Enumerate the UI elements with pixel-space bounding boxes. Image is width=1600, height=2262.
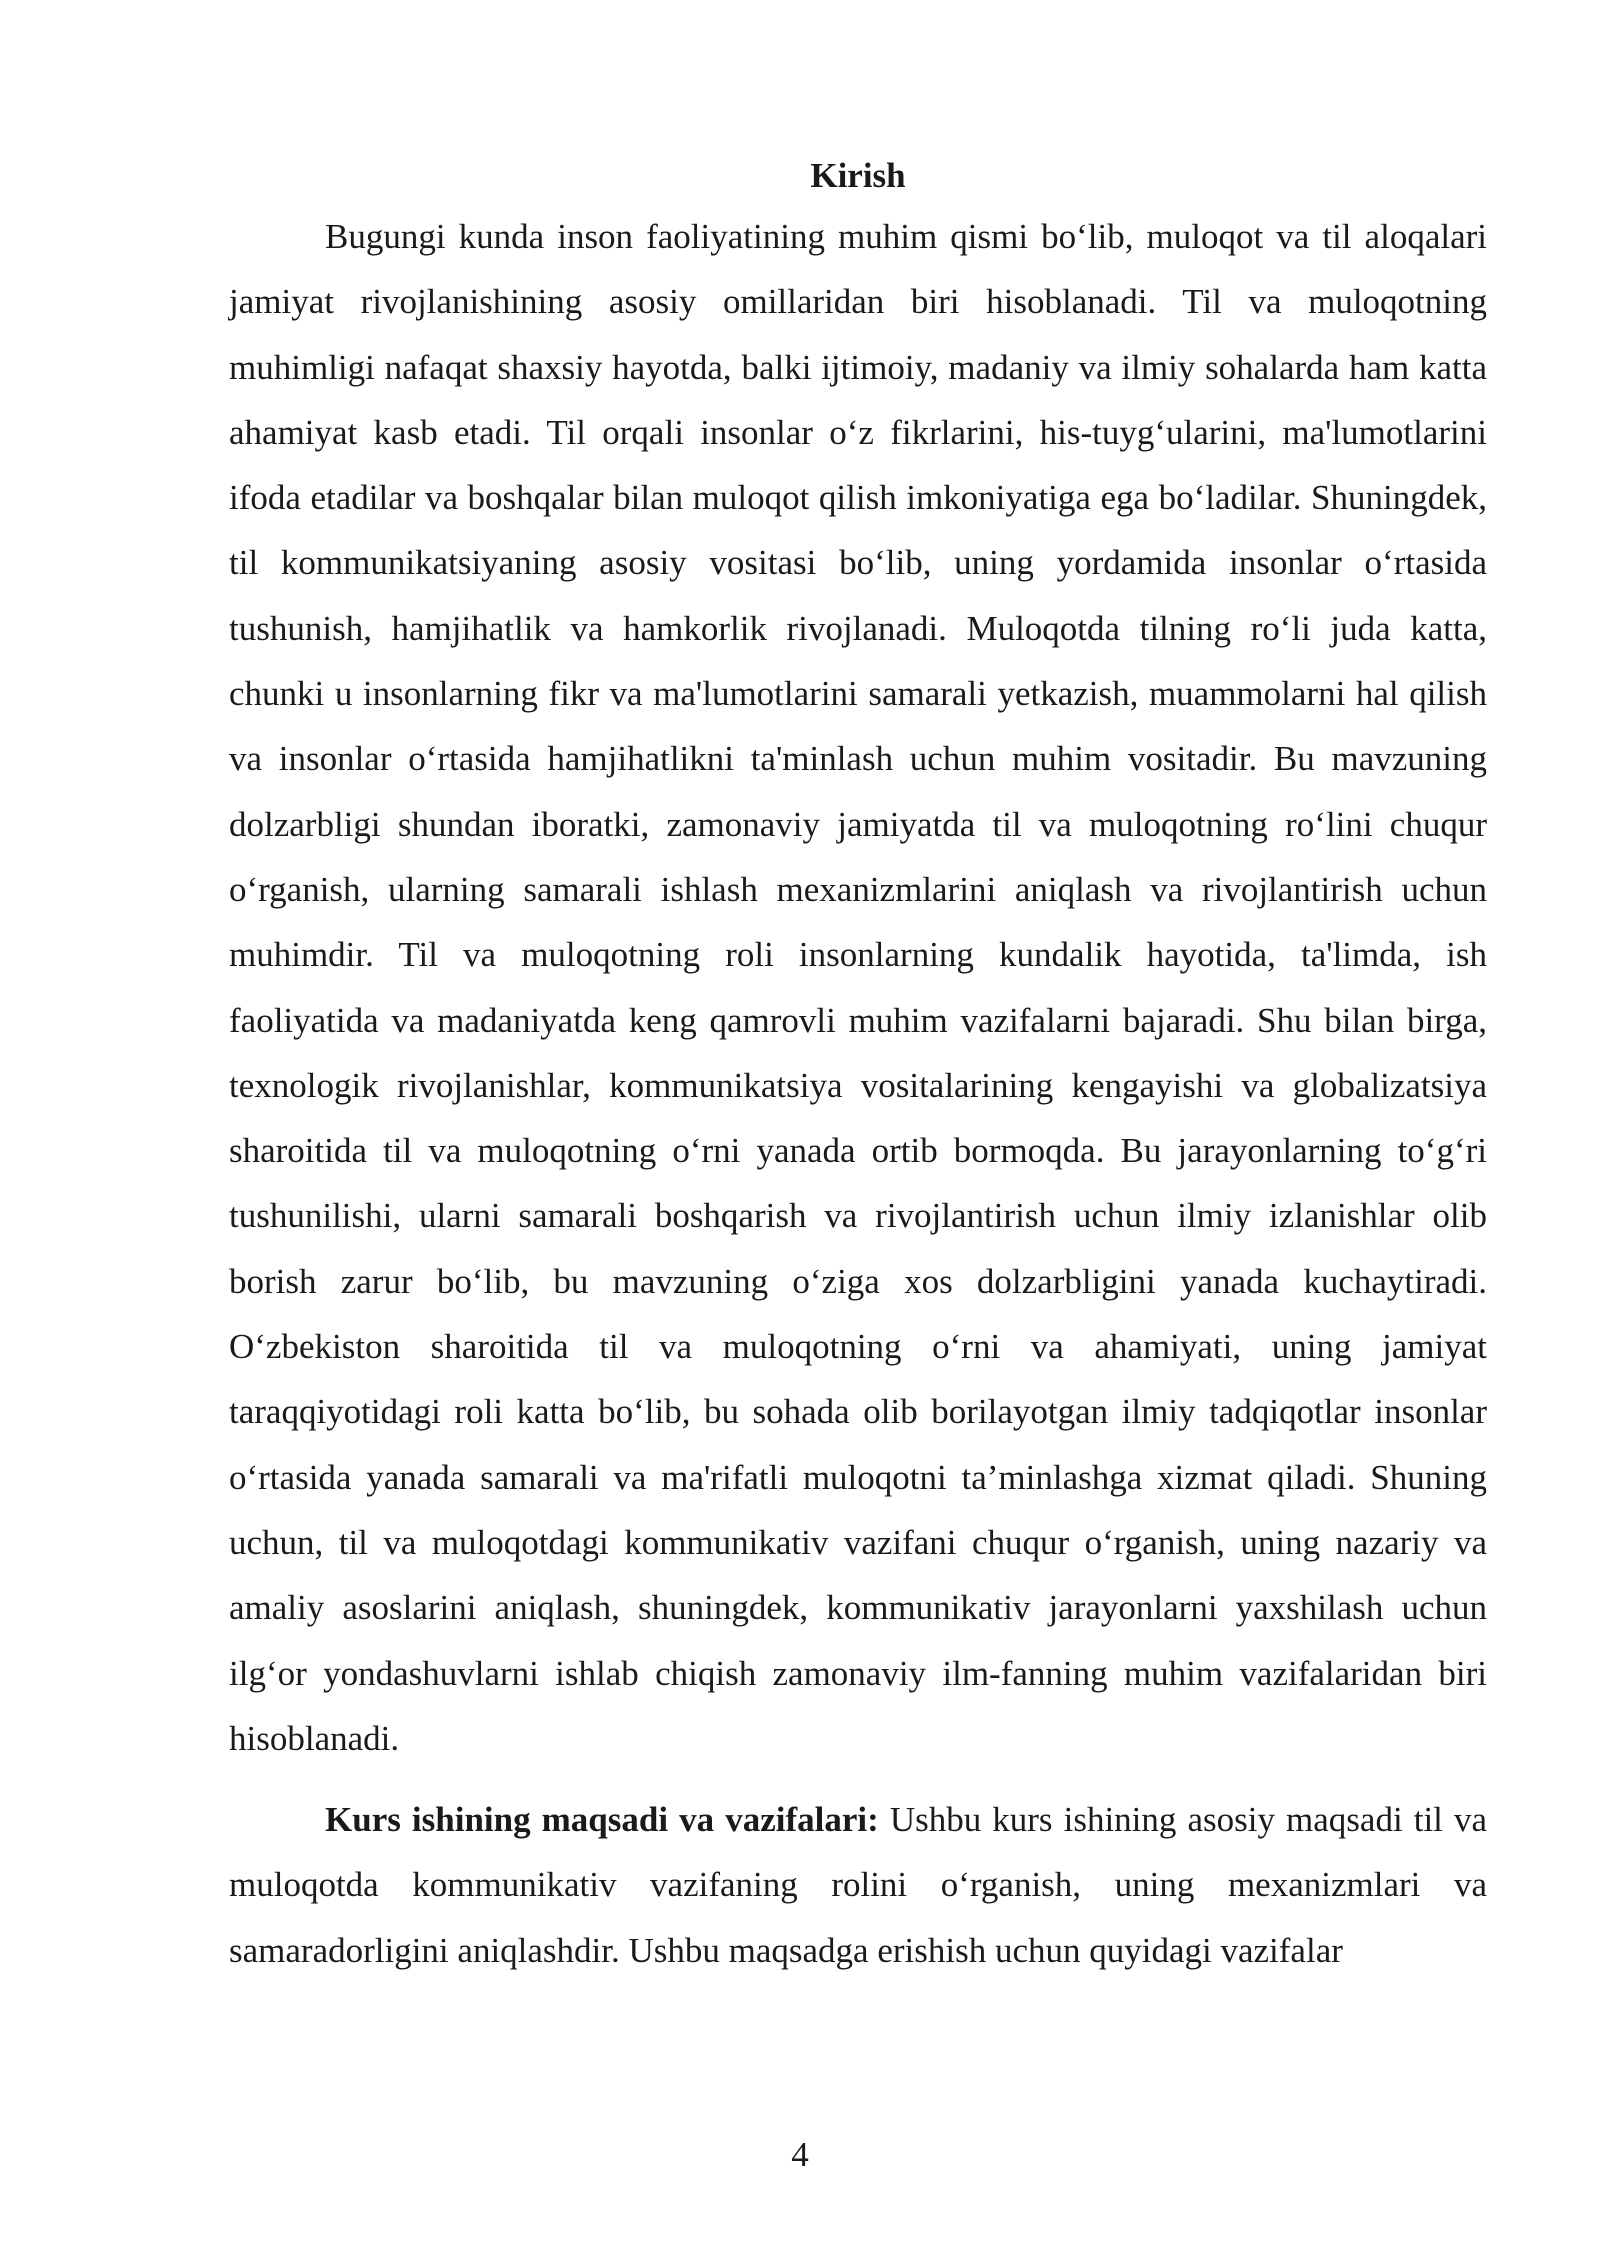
goals-text: Ushbu kurs ishining asosiy maqsadi til va muloqotda kommunikativ vazifaning rolini o‘rganish, uning mexanizmlari va samaradorligini aniqlashdir. Ushbu maqsadga erishish uchun quyidagi vazifalar: [229, 1800, 1487, 1970]
page-body: [229, 148, 1487, 1983]
goals-paragraph: [229, 1787, 1487, 1983]
page-number: 4: [791, 2135, 809, 2174]
section-heading: Kirish: [810, 156, 906, 195]
goals-lead: Kurs ishining maqsadi va vazifalari:: [325, 1800, 879, 1840]
intro-paragraph: Bugungi kunda inson faoliyatining muhim qismi bo‘lib, muloqot va til aloqalari jamiyat rivojlanishining asosiy omillaridan biri hisoblanadi. Til va muloqotning muhimligi nafaqat shaxsiy hayotda, balki ijtimoiy, madaniy va ilmiy sohalarda ham katta ahamiyat kasb etadi. Til orqali insonlar o‘z fikrlarini, his-tuyg‘ularini, ma'lumotlarini ifoda etadilar va boshqalar bilan muloqot qilish imkoniyatiga ega bo‘ladilar. Shuningdek, til kommunikatsiyaning asosiy vositasi bo‘lib, uning yordamida insonlar o‘rtasida tushunish, hamjihatlik va hamkorlik rivojlanadi. Muloqotda tilning ro‘li juda katta, chunki u insonlarning fikr va ma'lumotlarini samarali yetkazish, muammolarni hal qilish va insonlar o‘rtasida hamjihatlikni ta'minlash uchun muhim vositadir. Bu mavzuning dolzarbligi shundan iboratki, zamonaviy jamiyatda til va muloqotning ro‘lini chuqur o‘rganish, ularning samarali ishlash mexanizmlarini aniqlash va rivojlantirish uchun muhimdir. Til va muloqotning roli insonlarning kundalik hayotida, ta'limda, ish faoliyatida va madaniyatda keng qamrovli muhim vazifalarni bajaradi. Shu bilan birga, texnologik rivojlanishlar, kommunikatsiya vositalarining kengayishi va globalizatsiya sharoitida til va muloqotning o‘rni yanada ortib bormoqda. Bu jarayonlarning to‘g‘ri tushunilishi, ularni samarali boshqarish va rivojlantirish uchun ilmiy izlanishlar olib borish zarur bo‘lib, bu mavzuning o‘ziga xos dolzarbligini yanada kuchaytiradi. O‘zbekiston sharoitida til va muloqotning o‘rni va ahamiyati, uning jamiyat taraqqiyotidagi roli katta bo‘lib, bu sohada olib borilayotgan ilmiy tadqiqotlar insonlar o‘rtasida yanada samarali va ma'rifatli muloqotni ta’minlashga xizmat qiladi. Shuning uchun, til va muloqotdagi kommunikativ vazifani chuqur o‘rganish, uning nazariy va amaliy asoslarini aniqlash, shuningdek, kommunikativ jarayonlarni yaxshilash uchun ilg‘or yondashuvlarni ishlab chiqish zamonaviy ilm-fanning muhim vazifalaridan biri hisoblanadi.: [229, 217, 1487, 1758]
